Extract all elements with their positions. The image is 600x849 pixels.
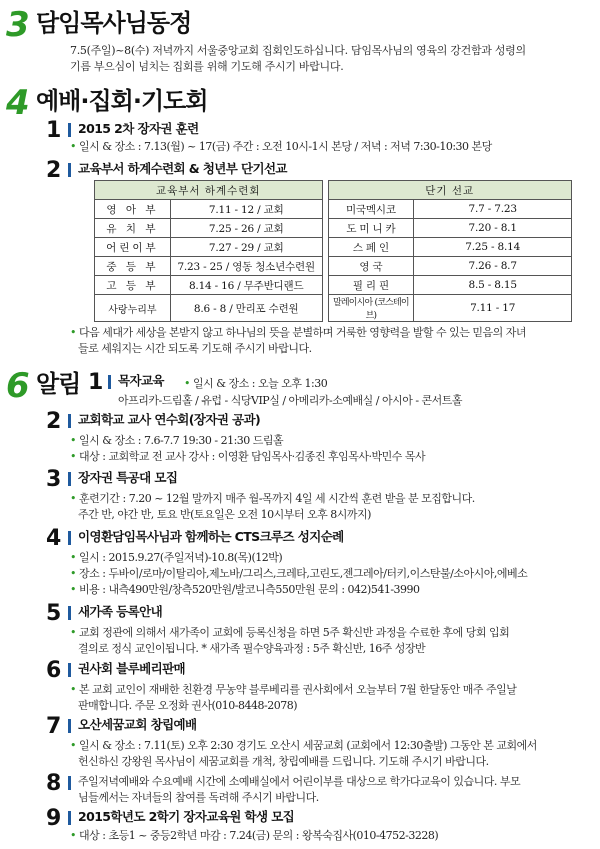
item-number-4-2: 2 [46,158,62,183]
special-forces-line-2: 주간 반, 야간 반, 토요 반(토요일은 오전 10시부터 오후 8시까지) [78,508,371,521]
camp-note-line-2: 들로 세워지는 시간 되도록 기도해 주시기 바랍니다. [78,342,312,355]
item-title-teacher-training: 교회학교 교사 연수회(장자권 공과) [78,412,261,427]
blueberry-line-1: • 본 교회 교인이 재배한 친환경 무농약 블루베리를 권사회에서 오늘부터 7월 한달동안 매주 주일날 [70,683,517,696]
special-forces-line-1: • 훈련기간 : 7.20 ~ 12월 말까지 매주 월-목까지 4일 세 시간씩 훈련 받을 분 모집합니다. [70,492,475,505]
church-founding-line-1: • 일시 & 장소 : 7.11(토) 오후 2:30 경기도 오산시 세꿈교회 (교회에서 12:30출발) 그동안 본 교회에서 [70,739,537,752]
item-number-6-5: 5 [46,601,62,626]
item-title-new-family: 새가족 등록안내 [78,604,163,619]
summer-camp-table [94,180,572,322]
blueberry-line-2: 판매합니다. 주문 오정화 권사(010-8448-2078) [78,699,297,712]
item-number-4-1: 1 [46,118,62,143]
pilgrimage-date: • 일시 : 2015.9.27(주일저녁)-10.8(목)(12박) [70,551,283,564]
shepherd-education-time: • 일시 & 장소 : 오늘 오후 1:30 [184,377,328,390]
section-title-pastor-news: 담임목사님동정 [36,9,192,37]
new-family-line-1: • 교회 정관에 의해서 새가족이 교회에 등록신청을 하면 5주 확신반 과정을 수료한 후에 당회 입회 [70,626,510,639]
teacher-training-line-1: • 일시 & 장소 : 7.6-7.7 19:30 - 21:30 드림홀 [70,434,284,447]
item-number-6-4: 4 [46,526,62,551]
item-bar [108,375,111,389]
item-bar [68,531,71,545]
table-row: 유 치 부 7.25 - 26 / 교회 도 미 니 카 7.20 - 8.1 [95,219,572,238]
table-row: 영 아 부 7.11 - 12 / 교회 미국멕시코 7.7 - 7.23 [95,200,572,219]
item-title-church-founding: 오산세꿈교회 창립예배 [78,717,197,732]
pastor-news-line-2: 기름 부으심이 넘치는 집회를 위해 기도해 주시기 바랍니다. [70,60,344,73]
student-recruit-details: • 대상 : 초등1 ~ 중등2학년 마감 : 7.24(금) 문의 : 왕복숙집사(010-4752-3228) [70,829,439,842]
item-number-6-8: 8 [46,771,62,796]
table-row: 어린이부 7.27 - 29 / 교회 스 페 인 7.25 - 8.14 [95,238,572,257]
camp-note-line-1: • 다음 세대가 세상을 본받지 않고 하나님의 뜻을 분별하며 거룩한 영향력을 발할 수 있는 믿음의 자녀 [70,326,526,339]
section-title-notices: 알림 [36,370,81,398]
item-bar [68,776,71,790]
section-number-3: 3 [6,5,30,45]
item-bar [68,719,71,733]
teacher-training-line-2: • 대상 : 교회학교 전 교사 강사 : 이영환 담임목사·김종진 후임목사·박민수 목사 [70,450,426,463]
item-number-6-9: 9 [46,806,62,831]
item-bar [68,606,71,620]
item-bar [68,163,71,177]
section-number-6: 6 [6,366,30,406]
item-bar [68,472,71,486]
pilgrimage-cost: • 비용 : 내측490만원/창측520만원/발코니측550만원 문의 : 042)541-3990 [70,583,420,596]
table-row: 고 등 부 8.14 - 16 / 무주반디랜드 필 리 핀 8.5 - 8.15 [95,276,572,295]
item-title-special-forces: 장자권 특공대 모집 [78,470,178,485]
item-bar [68,123,71,137]
item-number-6-6: 6 [46,658,62,683]
item-number-6-7: 7 [46,714,62,739]
item-bar [68,663,71,677]
section-title-worship: 예배·집회·기도회 [36,87,208,115]
item-title-pilgrimage: 이영환담임목사님과 함께하는 CTS크루즈 성지순례 [78,529,344,544]
table-header-camp: 교육부서 하계수련회 [95,181,323,200]
item-number-6-1: 1 [88,370,104,395]
table-row: 사랑누리부 8.6 - 8 / 만리포 수련원 말레이시아 (코스테이브) 7.11 - 17 [95,295,572,322]
item-number-6-3: 3 [46,467,62,492]
section-number-4: 4 [6,83,30,123]
training-schedule: • 일시 & 장소 : 7.13(월) ~ 17(금) 주간 : 오전 10시-1시 본당 / 저녁 : 저녁 7:30-10:30 본당 [70,140,492,153]
table-header-mission: 단기 선교 [328,181,572,200]
item-bar [68,414,71,428]
pilgrimage-places: • 장소 : 두바이/로마/이탈리아,제노바/그리스,크레타,고린도,젠그레아/터키,이스탄불/소아시아,에베소 [70,567,528,580]
table-row: 중 등 부 7.23 - 25 / 영동 청소년수련원 영 국 7.26 - 8.7 [95,257,572,276]
pastor-news-line-1: 7.5(주일)~8(수) 저녁까지 서울중앙교회 집회인도하십니다. 담임목사님의 영육의 강건함과 성령의 [70,44,526,57]
child-education-line-2: 님들께서는 자녀들의 참여를 독려해 주시기 바랍니다. [78,791,319,804]
item-bar [68,811,71,825]
item-title-summer-camp: 교육부서 하계수련회 & 청년부 단기선교 [78,161,287,176]
shepherd-education-places: 아프리카-드림홀 / 유럽 - 식당VIP실 / 아메리카-소예배실 / 아시아 - 콘서트홀 [118,394,463,407]
child-education-line-1: 주일저녁예배와 수요예배 시간에 소예배실에서 어린이부를 대상으로 학가다교육이 있습니다. 부모 [78,775,521,788]
new-family-line-2: 결의로 정식 교인이됩니다. * 새가족 필수양육과정 : 5주 확신반, 16주 성장반 [78,642,426,655]
item-number-6-2: 2 [46,409,62,434]
church-founding-line-2: 헌신하신 강왕원 목사님이 세꿈교회를 개척, 창립예배를 드립니다. 기도해 주시기 바랍니다. [78,755,489,768]
item-title-student-recruit: 2015학년도 2학기 장자교육원 학생 모집 [78,809,295,824]
item-title-training: 2015 2차 장자권 훈련 [78,121,199,136]
item-title-blueberry-sale: 권사회 블루베리판매 [78,661,186,676]
item-title-shepherd-education: 목자교육 [118,373,164,388]
